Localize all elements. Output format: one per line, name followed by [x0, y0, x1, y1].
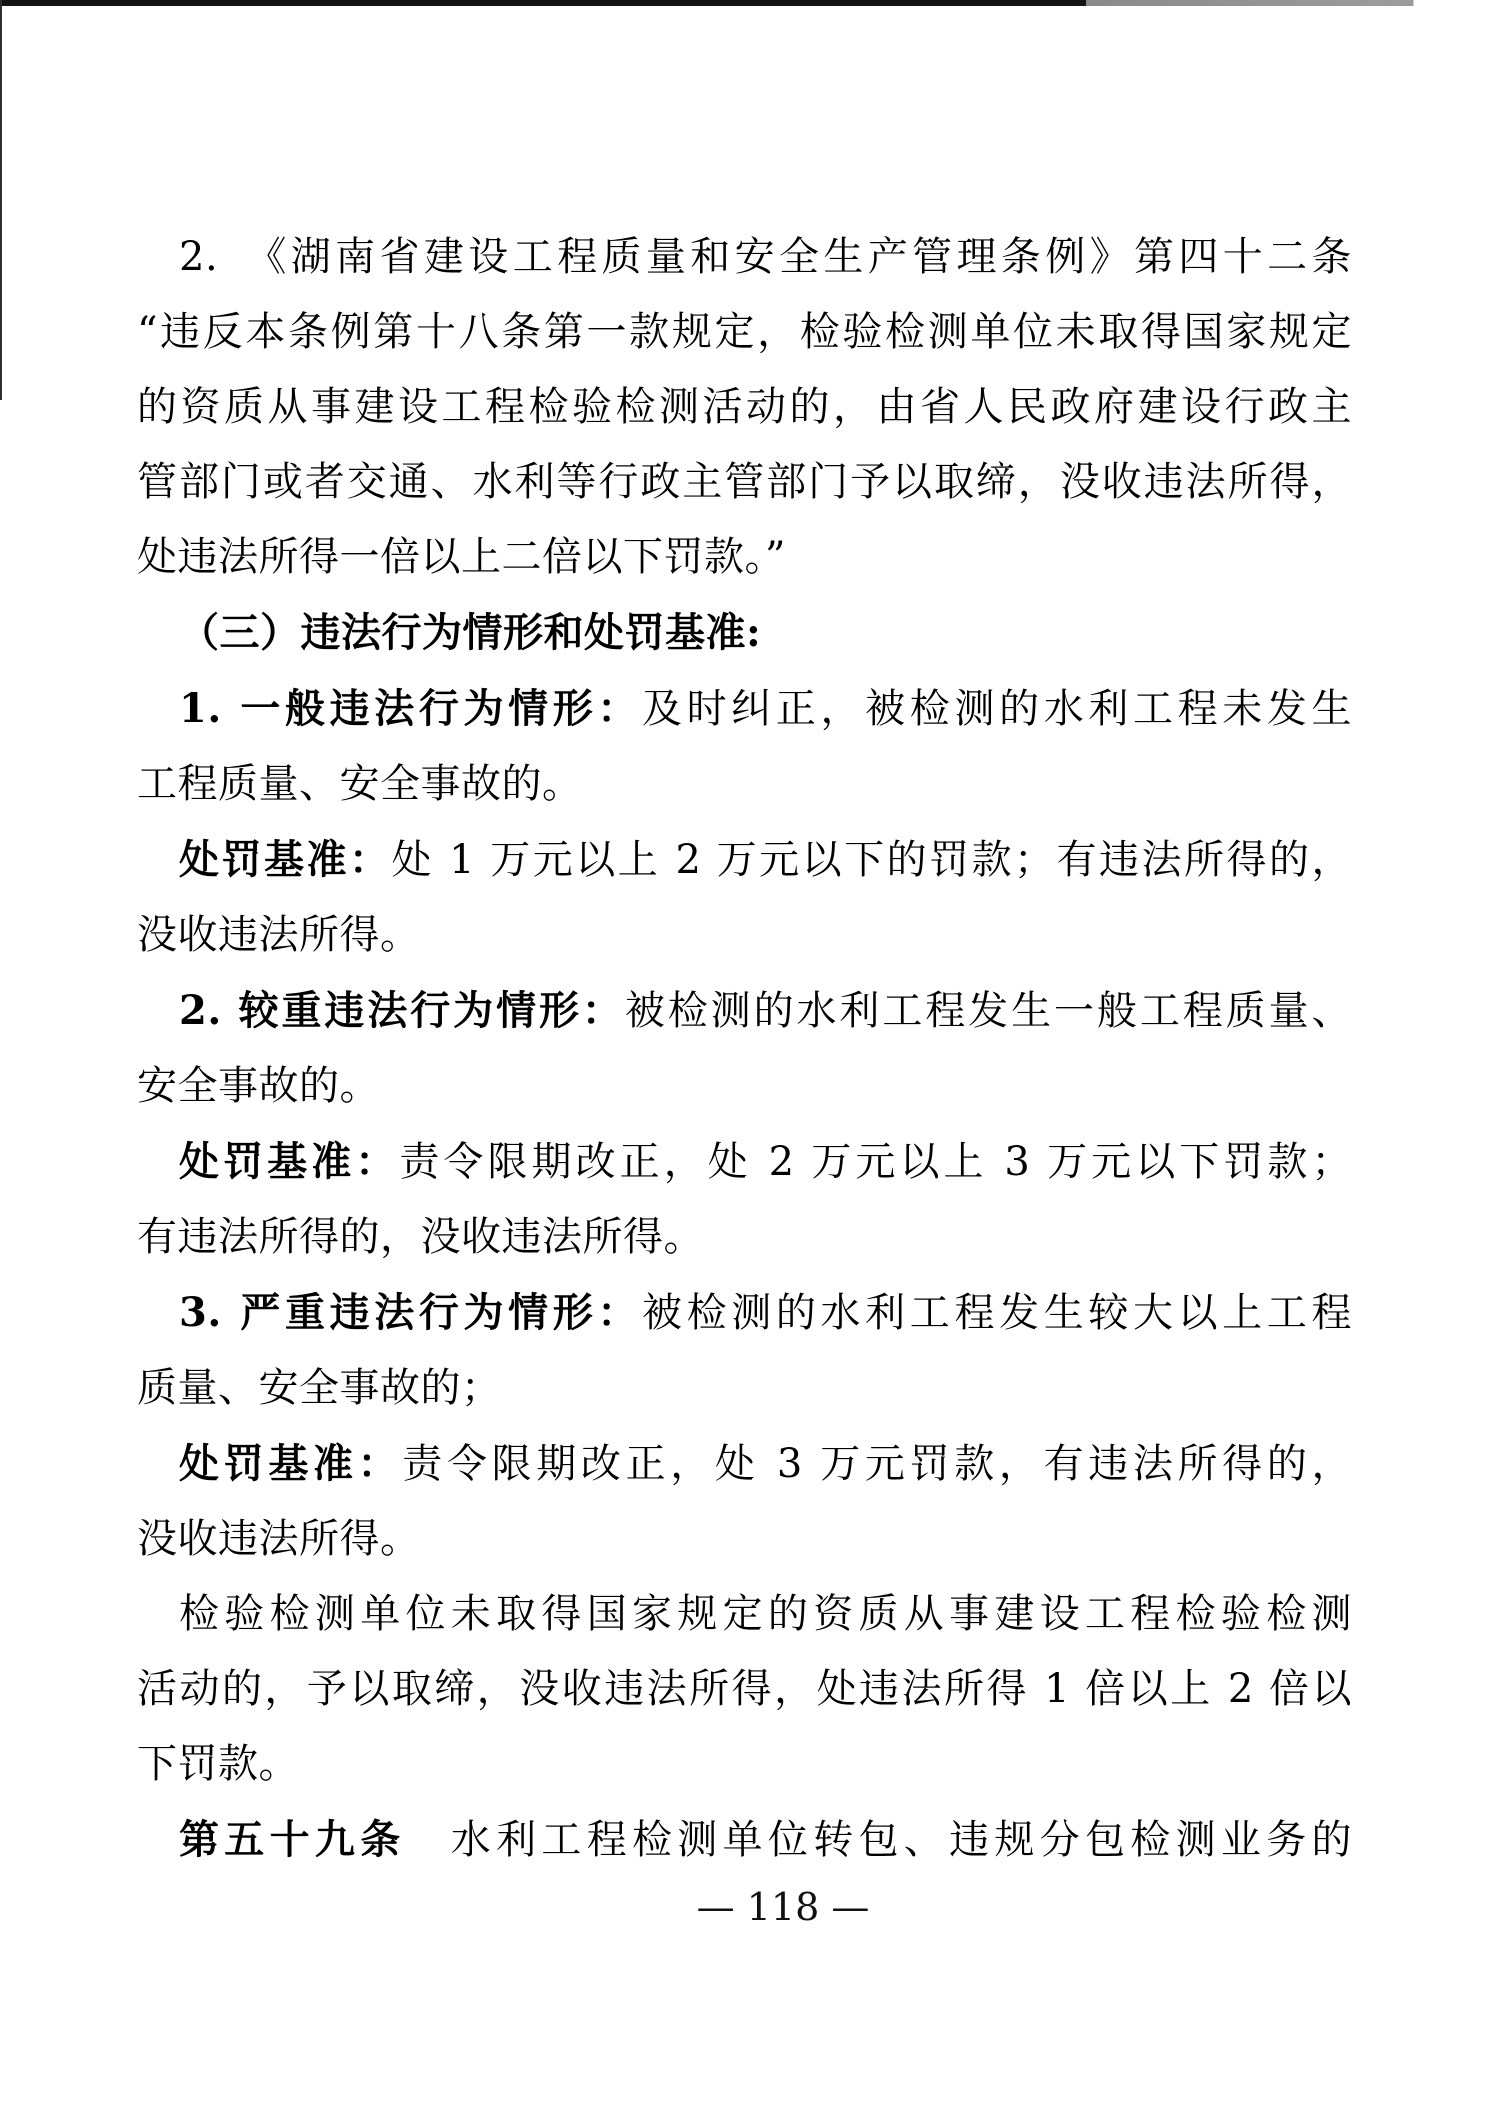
body-text: 质量、安全事故的； [137, 1365, 502, 1411]
emphasis-text: 2. 较重违法行为情形： [179, 987, 625, 1034]
body-text: 的资质从事建设工程检验检测活动的，由省人民政府建设行政主 [137, 384, 1352, 430]
text-line [137, 1502, 1352, 1577]
text-line [137, 370, 1352, 445]
emphasis-text: 处罚基准： [179, 836, 392, 883]
text-line [137, 671, 1352, 747]
text-line [137, 1124, 1352, 1200]
text-line [137, 1727, 1352, 1802]
scan-artifact-left-edge [0, 0, 2, 400]
text-line [137, 445, 1352, 520]
emphasis-text: 第五十九条 [179, 1816, 406, 1863]
text-line [137, 822, 1352, 898]
text-line [137, 1275, 1352, 1351]
text-line [137, 1426, 1352, 1502]
page-number: — 118 — [696, 1885, 870, 1929]
emphasis-text: （三）违法行为情形和处罚基准: [179, 609, 762, 656]
body-text: 检验检测单位未取得国家规定的资质从事建设工程检验检测 [179, 1591, 1352, 1637]
text-line [137, 520, 1352, 595]
text-line [137, 1802, 1352, 1878]
text-line [137, 1652, 1352, 1727]
scan-artifact-top-bar [0, 0, 1488, 6]
body-text: 及时纠正，被检测的水利工程未发生 [642, 686, 1353, 732]
body-text: 有违法所得的，没收违法所得。 [137, 1214, 704, 1260]
text-line [137, 1049, 1352, 1124]
text-line [137, 295, 1352, 370]
text-line [137, 1351, 1352, 1426]
text-line [137, 898, 1352, 973]
body-text: 没收违法所得。 [137, 912, 421, 958]
body-text: 处违法所得一倍以上二倍以下罚款。” [137, 534, 786, 580]
text-line [137, 220, 1352, 295]
emphasis-text: 处罚基准： [179, 1138, 400, 1185]
emphasis-text: 处罚基准： [179, 1440, 403, 1487]
page-footer [0, 1870, 1488, 1945]
body-text: 工程质量、安全事故的。 [137, 761, 583, 807]
body-text: 2. 《湖南省建设工程质量和安全生产管理条例》第四十二条 [179, 234, 1352, 280]
body-text: 没收违法所得。 [137, 1516, 421, 1562]
text-line [137, 1577, 1352, 1652]
body-text: 安全事故的。 [137, 1063, 380, 1109]
text-line [137, 973, 1352, 1049]
document-body [137, 220, 1352, 1878]
body-text: “违反本条例第十八条第一款规定，检验检测单位未取得国家规定 [137, 309, 1352, 355]
body-text: 被检测的水利工程发生较大以上工程 [642, 1290, 1353, 1336]
body-text: 下罚款。 [137, 1741, 299, 1787]
body-text: 活动的，予以取缔，没收违法所得，处违法所得 1 倍以上 2 倍以 [137, 1666, 1352, 1712]
emphasis-text: 3. 严重违法行为情形： [179, 1289, 643, 1336]
body-text: 处 1 万元以上 2 万元以下的罚款；有违法所得的， [391, 837, 1352, 883]
body-text: 被检测的水利工程发生一般工程质量、 [624, 988, 1352, 1034]
text-line [137, 747, 1352, 822]
body-text: 责令限期改正，处 2 万元以上 3 万元以下罚款； [399, 1139, 1352, 1185]
body-text: 责令限期改正，处 3 万元罚款，有违法所得的， [402, 1441, 1352, 1487]
body-text: 管部门或者交通、水利等行政主管部门予以取缔，没收违法所得， [137, 459, 1352, 505]
text-line [137, 1200, 1352, 1275]
emphasis-text: 1. 一般违法行为情形： [179, 685, 643, 732]
body-text: 水利工程检测单位转包、违规分包检测业务的 [405, 1817, 1352, 1863]
text-line [137, 595, 1352, 671]
